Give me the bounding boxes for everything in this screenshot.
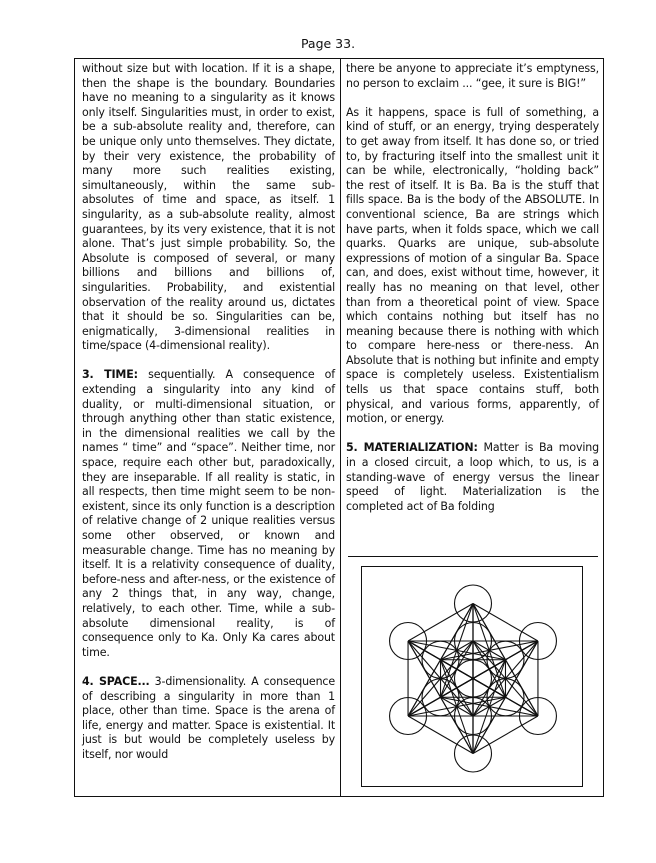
figure-metatrons-cube [361, 566, 583, 787]
section-heading-space: 4. SPACE... [82, 674, 150, 688]
horizontal-rule [348, 556, 598, 557]
paragraph-materialization [346, 441, 599, 514]
page-number: Page 33. [300, 36, 356, 51]
paragraph-emptyness [346, 62, 599, 91]
paragraph-text: without size but with location. If it is a shape, then the shape is the boundary. Boundaries have no meaning to a singularity as it knows only itself. Singularities must, in order to exist, be a sub-absolute reality and, therefore, can be unique only unto themselves. They dictate, by their very existence, the probability of many more such realities existing, simultaneously, within the same sub-absolutes of time and space, as itself. 1 singularity, as a sub-absolute reality, almost guarantees, by its very existence, that it is not alone. That’s just simple probability. So, the Absolute is composed of several, or many billions and billions and billions of, singularities. Probability, and existential observation of the reality around us, dictates that it should be so. Singularities can be, enigmatically, 3-dimensional realities in time/space (4-dimensional reality). [82, 62, 335, 353]
paragraph-ba [346, 106, 599, 427]
connecting-line [473, 604, 538, 642]
connecting-line [408, 604, 473, 642]
paragraph-text: As it happens, space is full of something, a kind of stuff, or an energy, trying desperately to get away from itself. It has done so, or tried to, by fracturing itself into the smallest unit it can be while, electronically, “holding back” the rest of itself. It is Ba. Ba is the stuff that fills space. Ba is the body of the ABSOLUTE. In conventional science, Ba are strings which have parts, when it folds space, which we call quarks. Quarks are unique, sub-absolute expressions of motion of a singular Ba. Space can, and does, exist without time, however, it really has no meaning on that level, other than from a theoretical point of view. Space which contains nothing but itself has no meaning because there is nothing with which to compare here-ness or there-ness. An Absolute that is nothing but infinite and empty space is completely useless. Existentialism tells us that space contains stuff, both physical, and various forms, apparently, of motion, or energy. [346, 105, 599, 426]
paragraph-space [82, 675, 335, 763]
connecting-line [408, 716, 473, 754]
right-column [346, 62, 599, 514]
section-heading-time: 3. TIME: [82, 368, 138, 382]
left-column [82, 62, 335, 763]
column-divider [340, 58, 341, 797]
metatrons-cube-diagram [362, 567, 584, 788]
paragraph-text: 3-dimensionality. A consequence of describing a singularity in more than 1 place, other than time. Space is the arena of life, energy and matter. Space is existential. It just is but would be completely useless by itself, nor would [82, 674, 335, 761]
connecting-line [473, 716, 538, 754]
section-heading-materialization: 5. MATERIALIZATION: [346, 441, 478, 455]
paragraph-time [82, 368, 335, 660]
paragraph-singularity [82, 62, 335, 354]
paragraph-text: there be anyone to appreciate it’s emptyness, no person to exclaim ... “gee, it sure is BIG!” [346, 62, 599, 90]
paragraph-text: sequentially. A consequence of extending a singularity into any kind of duality, or multi-dimensional situation, or through anything other than static existence, in the dimensional realities we call by the names “ time” and “space”. Neither time, nor space, require each other but, paradoxically, they are inseparable. If all reality is static, in all respects, then time might seem to be non-existent, since its only function is a description of relative change of 2 unique realities versus some other observed, or known and measurable change. Time has no meaning by itself. It is a relativity consequence of duality, before-ness and after-ness, or the existence of any 2 things that, in any way, change, relatively, to each other. Time, while a sub-absolute dimensional reality, is of consequence only to Ka. Only Ka cares about time. [82, 368, 335, 659]
connecting-lines [408, 604, 538, 754]
paragraph-text: Matter is Ba moving in a closed circuit, a loop which, to us, is a standing-wave of energy versus the linear speed of light. Materialization is the completed act of Ba folding [346, 441, 599, 513]
